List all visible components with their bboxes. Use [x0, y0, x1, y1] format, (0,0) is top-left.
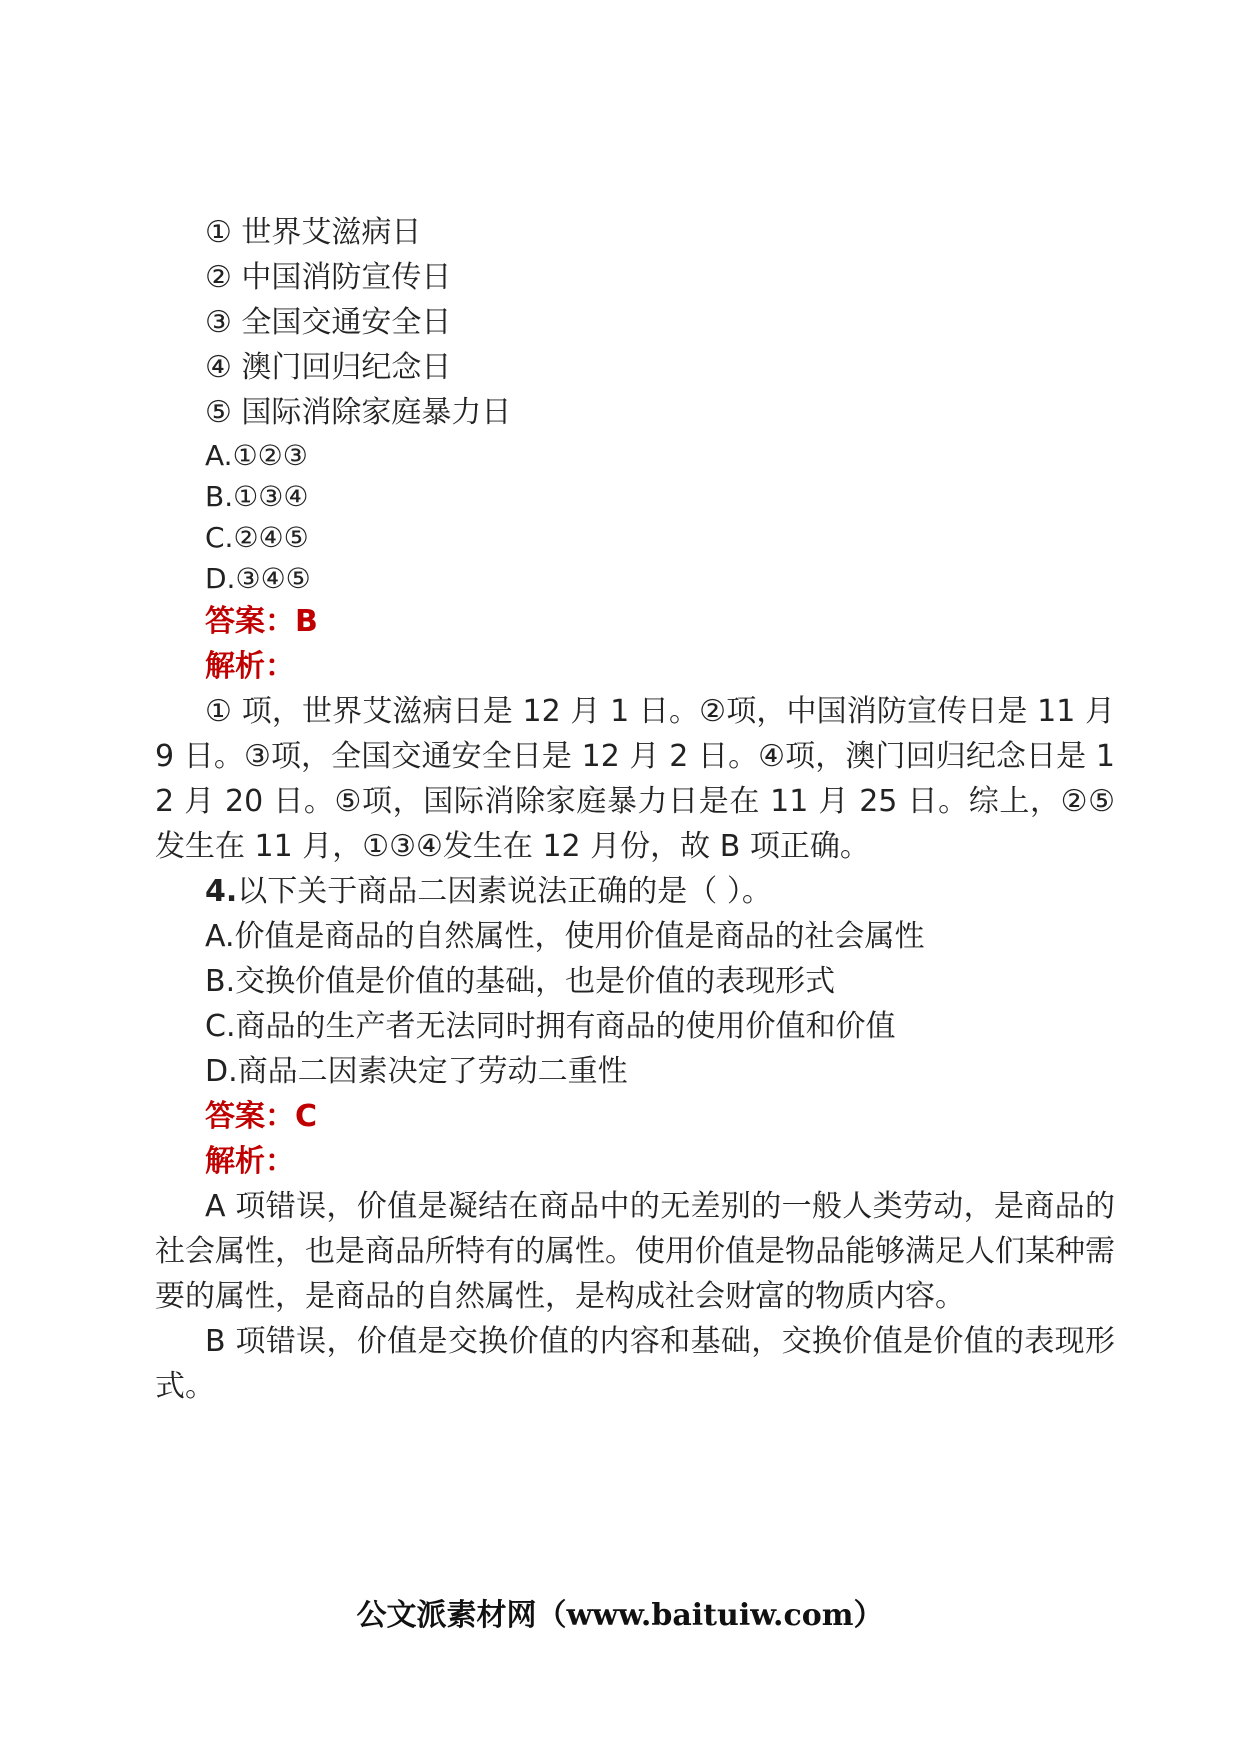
analysis-paragraph: A 项错误，价值是凝结在商品中的无差别的一般人类劳动，是商品的社会属性，也是商品所特有的属性。使用价值是物品能够满足人们某种需要的属性，是商品的自然属性，是构成社会财富的物质内容。 [155, 1189, 1115, 1314]
question-number: 4. [205, 874, 238, 909]
option-d: D.商品二因素决定了劳动二重性 [205, 1054, 628, 1089]
list-item: ③ 全国交通安全日 [205, 305, 452, 340]
option-b: B.交换价值是价值的基础，也是价值的表现形式 [205, 964, 836, 999]
analysis-paragraph: B 项错误，价值是交换价值的内容和基础，交换价值是价值的表现形式。 [155, 1324, 1115, 1404]
answer-label: 答案：B [205, 604, 318, 639]
list-item: ④ 澳门回归纪念日 [205, 350, 452, 385]
list-item: ⑤ 国际消除家庭暴力日 [205, 395, 512, 430]
analysis-label: 解析： [205, 1144, 295, 1179]
answer-label: 答案：C [205, 1099, 318, 1134]
question-text: 以下关于商品二因素说法正确的是（ ）。 [237, 874, 772, 909]
option-c: C.②④⑤ [205, 521, 309, 554]
option-d: D.③④⑤ [205, 562, 311, 595]
list-item: ① 世界艾滋病日 [205, 215, 422, 250]
option-c: C.商品的生产者无法同时拥有商品的使用价值和价值 [205, 1009, 896, 1044]
question-4 [155, 869, 1115, 914]
document-content [155, 210, 1115, 1409]
analysis-text: ① 项，世界艾滋病日是 12 月 1 日。②项，中国消防宣传日是 11 月 9 日。③项，全国交通安全日是 12 月 2 日。④项，澳门回归纪念日是 12 月 20 日。⑤项，国际消除家庭暴力日是在 11 月 25 日。综上，②⑤发生在 11 月，①③④发生在 12 月份，故 B 项正确。 [155, 694, 1115, 864]
option-b: B.①③④ [205, 480, 309, 513]
footer-source: 公文派素材网（www.baituiw.com） [356, 1598, 884, 1633]
option-a: A.价值是商品的自然属性，使用价值是商品的社会属性 [205, 919, 925, 954]
analysis-label: 解析： [205, 649, 295, 684]
option-a: A.①②③ [205, 439, 308, 472]
list-item: ② 中国消防宣传日 [205, 260, 452, 295]
